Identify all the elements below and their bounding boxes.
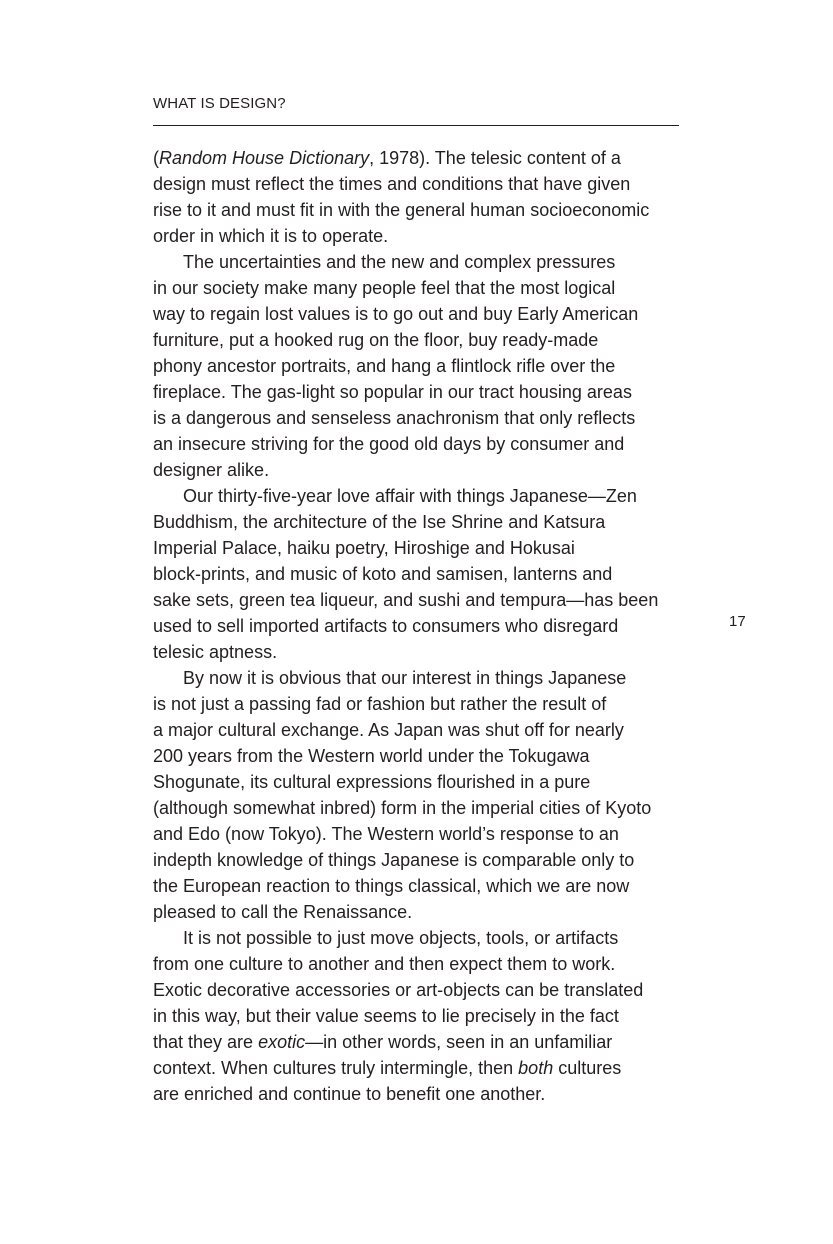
italic-text: both: [518, 1058, 554, 1078]
text-line: [153, 1055, 713, 1081]
text-line: [153, 561, 713, 587]
text-line: [153, 301, 713, 327]
text-segment: Our thirty-five-year love affair with things Japanese—Zen: [183, 486, 637, 506]
text-line: [153, 769, 713, 795]
text-segment: is a dangerous and senseless anachronism that only reflects: [153, 408, 636, 428]
text-segment: way to regain lost values is to go out and buy Early American: [153, 304, 639, 324]
text-line: [153, 197, 713, 223]
text-line: [153, 717, 713, 743]
text-segment: used to sell imported artifacts to consumers who disregard: [153, 616, 619, 636]
italic-text: Random House Dictionary: [159, 148, 370, 168]
text-segment: that they are: [153, 1032, 259, 1052]
text-segment: rise to it and must fit in with the general human socioeconomic: [153, 200, 650, 220]
text-line: [153, 795, 713, 821]
text-segment: indepth knowledge of things Japanese is comparable only to: [153, 850, 635, 870]
text-segment: fireplace. The gas-light so popular in our tract housing areas: [153, 382, 632, 402]
text-segment: order in which it is to operate.: [153, 226, 389, 246]
text-segment: Exotic decorative accessories or art-objects can be translated: [153, 980, 644, 1000]
text-line: [153, 171, 713, 197]
text-segment: context. When cultures truly intermingle, then: [153, 1058, 519, 1078]
text-segment: and Edo (now Tokyo). The Western world’s response to an: [153, 824, 619, 844]
text-line: [153, 457, 713, 483]
text-line: [153, 1003, 713, 1029]
text-segment: telesic aptness.: [153, 642, 278, 662]
text-line: [153, 665, 713, 691]
text-line: [153, 1081, 713, 1107]
text-segment: in our society make many people feel that the most logical: [153, 278, 616, 298]
text-line: [153, 483, 713, 509]
text-segment: Imperial Palace, haiku poetry, Hiroshige and Hokusai: [153, 538, 575, 558]
text-segment: sake sets, green tea liqueur, and sushi and tempura—has been: [153, 590, 659, 610]
text-line: [153, 145, 713, 171]
text-segment: designer alike.: [153, 460, 270, 480]
text-line: [153, 509, 713, 535]
text-line: [153, 1029, 713, 1055]
italic-text: exotic: [258, 1032, 306, 1052]
text-segment: in this way, but their value seems to lie precisely in the fact: [153, 1006, 619, 1026]
text-line: [153, 405, 713, 431]
text-line: [153, 275, 713, 301]
text-line: [153, 639, 713, 665]
text-segment: 200 years from the Western world under the Tokugawa: [153, 746, 590, 766]
text-segment: (: [153, 148, 159, 168]
text-line: [153, 691, 713, 717]
text-segment: is not just a passing fad or fashion but rather the result of: [153, 694, 607, 714]
text-segment: an insecure striving for the good old days by consumer and: [153, 434, 625, 454]
body-text: [153, 145, 713, 1107]
text-line: [153, 353, 713, 379]
text-line: [153, 249, 713, 275]
text-line: [153, 925, 713, 951]
text-line: [153, 821, 713, 847]
text-segment: block-prints, and music of koto and samisen, lanterns and: [153, 564, 613, 584]
text-line: [153, 847, 713, 873]
text-line: [153, 899, 713, 925]
text-segment: phony ancestor portraits, and hang a flintlock rifle over the: [153, 356, 616, 376]
page-number: 17: [729, 613, 746, 630]
text-segment: pleased to call the Renaissance.: [153, 902, 413, 922]
text-segment: are enriched and continue to benefit one another.: [153, 1084, 546, 1104]
text-line: [153, 535, 713, 561]
running-head: WHAT IS DESIGN?: [153, 95, 286, 112]
text-segment: (although somewhat inbred) form in the imperial cities of Kyoto: [153, 798, 652, 818]
text-segment: design must reflect the times and conditions that have given: [153, 174, 631, 194]
text-segment: from one culture to another and then expect them to work.: [153, 954, 616, 974]
text-line: [153, 327, 713, 353]
text-segment: the European reaction to things classical, which we are now: [153, 876, 630, 896]
text-line: [153, 431, 713, 457]
text-segment: , 1978). The telesic content of a: [369, 148, 621, 168]
text-segment: Buddhism, the architecture of the Ise Shrine and Katsura: [153, 512, 606, 532]
text-segment: —in other words, seen in an unfamiliar: [305, 1032, 613, 1052]
text-segment: By now it is obvious that our interest in things Japanese: [183, 668, 627, 688]
text-segment: The uncertainties and the new and complex pressures: [183, 252, 616, 272]
text-line: [153, 613, 713, 639]
text-segment: Shogunate, its cultural expressions flourished in a pure: [153, 772, 591, 792]
text-segment: It is not possible to just move objects, tools, or artifacts: [183, 928, 619, 948]
text-line: [153, 223, 713, 249]
text-segment: furniture, put a hooked rug on the floor, buy ready-made: [153, 330, 599, 350]
text-line: [153, 379, 713, 405]
text-segment: a major cultural exchange. As Japan was shut off for nearly: [153, 720, 624, 740]
text-line: [153, 873, 713, 899]
text-line: [153, 977, 713, 1003]
text-line: [153, 743, 713, 769]
header-rule: [153, 125, 679, 126]
text-line: [153, 587, 713, 613]
text-segment: cultures: [553, 1058, 622, 1078]
text-line: [153, 951, 713, 977]
